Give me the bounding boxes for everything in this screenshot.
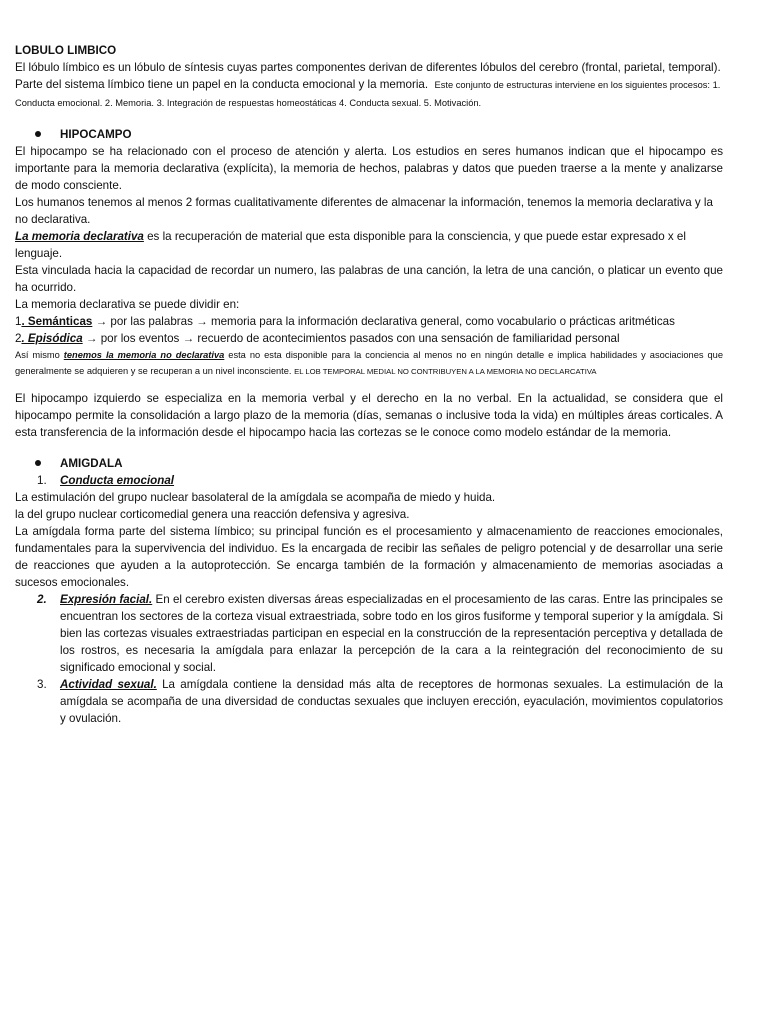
list-item-number: 2. <box>37 593 47 606</box>
subsection-actividad-sexual <box>15 676 723 727</box>
list-item-episodica <box>15 330 723 347</box>
subsection-text: La amígdala contiene la densidad más alta de receptores de hormonas sexuales. La estimulación de la amígdala se acompaña de una diversidad de conductas sexuales que incluyen erección, eyaculación, movimientos copulatorios y ovulación. <box>60 678 723 725</box>
bullet-icon <box>35 131 41 137</box>
amigdala-paragraph-1: La estimulación del grupo nuclear basolateral de la amígdala se acompaña de miedo y huida. <box>15 491 496 504</box>
list-item-text: por los eventos <box>100 332 180 345</box>
memoria-no-declarativa-note <box>15 347 723 380</box>
list-item-text: memoria para la información declarativa general, como vocabulario o prácticas aritméticas <box>210 315 675 328</box>
hipocampo-heading-label: HIPOCAMPO <box>60 128 132 141</box>
hipocampo-paragraph-4: Esta vinculada hacia la capacidad de recordar un numero, las palabras de una canción, la letra de una canción, o platicar un evento que ha ocurrido. <box>15 264 723 294</box>
list-item-number: 1 <box>15 315 22 328</box>
hipocampo-paragraph-5: La memoria declarativa se puede dividir en: <box>15 298 240 311</box>
lobulo-paragraph-2-text: Parte del sistema límbico tiene un papel en la conducta emocional y la memoria. <box>15 78 429 91</box>
list-item-number: 3. <box>37 678 47 691</box>
subsection-expresion-facial <box>15 591 723 676</box>
subsection-title: Actividad sexual. <box>60 678 157 691</box>
section-title-lobulo-limbico: LOBULO LIMBICO <box>15 44 117 57</box>
subsection-title: Conducta emocional <box>60 474 175 487</box>
bullet-icon <box>35 460 41 466</box>
term-episodica: . Episódica <box>21 332 83 345</box>
note-text: Así mismo <box>15 350 64 360</box>
hipocampo-paragraph-2: Los humanos tenemos al menos 2 formas cualitativamente diferentes de almacenar la información, tenemos la memoria declarativa y la no declarativa. <box>15 196 713 226</box>
list-item-number: 2 <box>15 332 22 345</box>
document-body <box>15 42 723 727</box>
list-item-semanticas <box>15 313 723 330</box>
subsection-text: En el cerebro existen diversas áreas especializadas en el procesamiento de las caras. Entre las principales se encuentran los sectores de la corteza visual extraestriada, sobre todo en los giros fusiforme y temporal superior y la amígdala. Si bien las cortezas visuales extraestriadas participan en especial en la construcción de la representación perceptiva y detallada de los rostros, es necesaria la amígdala para enlazar la percepción de la cara a la reintegración del reconocimiento de su significado emocional y social. <box>60 593 723 674</box>
arrow-right-icon: → <box>82 332 101 345</box>
section-heading-hipocampo <box>15 126 723 143</box>
list-item-number: 1. <box>37 474 47 487</box>
hipocampo-paragraph-1: El hipocampo se ha relacionado con el proceso de atención y alerta. Los estudios en seres humanos indican que el hipocampo es importante para la memoria declarativa (explícita), la memoria de hechos, palabras y datos que pueden traerse a la mente y analizarse de modo consciente. <box>15 145 723 192</box>
amigdala-paragraph-2: la del grupo nuclear corticomedial genera una reacción defensiva y agresiva. <box>15 508 410 521</box>
term-memoria-declarativa: La memoria declarativa <box>15 230 144 243</box>
note-text: esta no esta disponible para la conciencia al menos no en ningún detalle e implica habilidades y asociaciones que generalmente se adquieren y se recuperan a un nivel inconsciente. <box>15 350 724 376</box>
subsection-title: Expresión facial. <box>60 593 153 606</box>
amigdala-heading-label: AMIGDALA <box>60 457 123 470</box>
term-semanticas: . Semánticas <box>21 315 93 328</box>
arrow-right-icon: → <box>192 315 211 328</box>
lobulo-paragraph-2 <box>15 76 723 112</box>
hipocampo-paragraph-6: El hipocampo izquierdo se especializa en la memoria verbal y el derecho en la no verbal. En la actualidad, se considera que el hipocampo permite la consolidación a largo plazo de la memoria (días, semanas o inclusive toda la vida) en múltiples áreas corticales. A esta transferencia de la información desde el hipocampo hacia las cortezas se le conoce como modelo estándar de la memoria. <box>15 392 723 439</box>
lobulo-processes-note: Este conjunto de estructuras interviene en los siguientes procesos: 1. Conducta emocional. 2. Memoria. 3. Integración de respuestas homeostáticas 4. Conducta sexual. 5. Motivación. <box>15 80 721 108</box>
list-item-text: recuerdo de acontecimientos pasados con una sensación de familiaridad personal <box>197 332 620 345</box>
list-item-text: por las palabras <box>110 315 193 328</box>
section-heading-amigdala <box>15 455 723 472</box>
amigdala-paragraph-3: La amígdala forma parte del sistema límbico; su principal función es el procesamiento y almacenamiento de reacciones emocionales, fundamentales para la supervivencia del individuo. Es la encargada de recibir las señales de peligro potencial y de desarrollar una serie de reacciones que ayuden a la autoprotección. Se encarga también de la formación y almacenamiento de memorias asociadas a sucesos emocionales. <box>15 525 723 589</box>
arrow-right-icon: → <box>92 315 111 328</box>
note-caps-remark: EL LOB TEMPORAL MEDIAL NO CONTRIBUYEN A LA MEMORIA NO DECLARCATIVA <box>294 367 597 376</box>
subsection-conducta-emocional <box>15 472 723 489</box>
arrow-right-icon: → <box>179 332 198 345</box>
lobulo-paragraph-1: El lóbulo límbico es un lóbulo de síntesis cuyas partes componentes derivan de diferentes lóbulos del cerebro (frontal, parietal, temporal). <box>15 61 721 74</box>
hipocampo-paragraph-3-text: es la recuperación de material que esta disponible para la consciencia, y que puede estar expresado x el lenguaje. <box>15 230 686 260</box>
hipocampo-paragraph-3 <box>15 228 723 262</box>
term-memoria-no-declarativa: tenemos la memoria no declarativa <box>63 350 225 360</box>
